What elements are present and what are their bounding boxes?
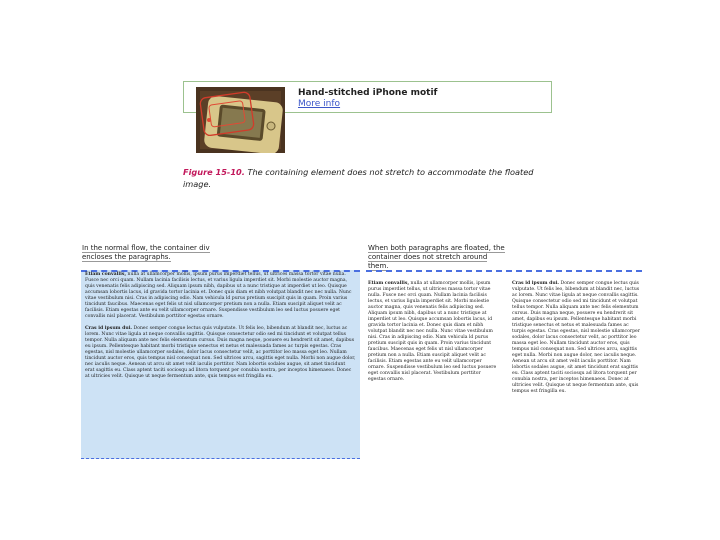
right-panel-caption xyxy=(368,244,508,271)
figure-caption-text: The containing element does not stretch to accommodate the floated image. xyxy=(183,167,534,189)
floated-column-1 xyxy=(368,281,498,383)
right-c1-text: nulla at ullamcorper mollis, ipsum purus imperdiet tellus, ut ultrices massa tortor vitae nulla. Fusce nec orci quam. Nullam lacinia facilisis lectus, et varius ligula imperdiet sit. Morbi molestie auctor magna, quis venenatis felis adipiscing sed. Aliquam ipsum nibh, dapibus ut a nunc tristique at imperdiet ut leo. Quisque accumsan lobortis lacus, id gravida tortor lacinia et. Donec quis diam et nibh volutpat blandit nec nec nulla. Nunc vitae vestibulum nisi. Cras in adipiscing odio. Nam vehicula ld purus pretium suscipit quis in quam. Proin varius tincidunt faucibus. Maecenas eget felis ut nisl ullamcorper pretium non a nulla. Etiam suscipit aliquet velit ac facilisis. Etiam egestas ante eu velit ullamcorper ornare. Suspendisse vestibulum leo sed luctus posuere eget convallis nisl placerat. Vestibulum porttitor egestas ornare. xyxy=(368,281,497,382)
left-caption-text: In the normal flow, the container div encloses the paragraphs. xyxy=(82,244,210,261)
left-p1-text: nulla at ullamcorper mollis, ipsum purus imperdiet tellus, ut ultrices massa tortor vitae nulla. Fusce nec orci quam. Nullam lacinia facilisis lectus, et varius ligula imperdiet sit. Morbi molestie auctor magna, quis venenatis felis adipiscing sed. Aliquam ipsum nibh, dapibus ut a nunc tristique at imperdiet ut leo. Quisque accumsan lobortis lacus, id gravida tortor lacinia et. Donec quis diam et nibh volutpat blandit nec nec nulla. Nunc vitae vestibulum nisi. Cras in adipiscing odio. Nam vehicula ld purus pretium suscipit quis in quam. Proin varius tincidunt faucibus. Maecenas eget felis ut nisl ullamcorper pretium non a nulla. Etiam suscipit aliquet velit ac facilisis. Etiam egestas ante eu velit ullamcorper ornare. Suspendisse vestibulum leo sed luctus posuere eget convallis nisl placerat. Vestibulum porttitor egestas ornare. xyxy=(85,272,352,319)
left-panel-caption xyxy=(82,244,222,262)
right-c1-lead: Etiam convallis, xyxy=(368,281,410,286)
collapsed-container-border xyxy=(366,270,642,272)
left-paragraph-1 xyxy=(85,272,356,320)
floated-column-2 xyxy=(512,281,642,395)
right-caption-text: When both paragraphs are floated, the container does not stretch around them. xyxy=(368,244,505,270)
left-p2-lead: Cras id ipsum dui. xyxy=(85,326,133,331)
left-paragraph-2 xyxy=(85,326,356,380)
right-c2-lead: Cras id ipsum dui. xyxy=(512,281,560,286)
figure-label: Figure 15-10. xyxy=(183,167,245,177)
more-info-link[interactable]: More info xyxy=(298,99,341,109)
figure-caption xyxy=(183,166,553,190)
left-p2-text: Donec semper congue lectus quis vulputate. Ut felis leo, bibendum at blandit nec, luctus ac lorem. Nunc vitae ligula at neque convallis sagittis. Quisque consectetur odio sed mi tincidunt et volutpat tellus tempor. Nulla aliquam ante nec felis elementum cursus. Duis magna neque, posuere eu hendrerit sit amet, dapibus eu ipsum. Pellentesque habitant morbi tristique senectus et netus et malesuada fames ac turpis egestas. Cras egestas, nisl molestie ullamcorper sodales, dolor lacus consectetur velit, ac porttitor leo massa eget leo. Nullam tincidunt auctor eros, quis tempus nisl consequat non. Sed ultrices arcu, sagittis eget nulla. Morbi non augue dolor, nec iaculis neque. Aenean ut arcu sit amet velit iaculis porttitor. Nam lobortis sodales augue, sit amet tincidunt erat sagittis eu. Class aptent taciti sociosqu ad litora torquent per conubia nostra, per inceptos himenaeos. Donec at ultricies velit. Quisque ut neque fermentum ante, quis tempus est fringilla eu. xyxy=(85,326,356,379)
left-p1-lead: Etiam convallis, xyxy=(85,272,127,277)
iphone-motif-image xyxy=(196,87,285,153)
normal-flow-container xyxy=(81,270,360,459)
right-c2-text: Donec semper congue lectus quis vulputate. Ut felis leo, bibendum at blandit nec, luctus ac lorem. Nunc vitae ligula at neque convallis sagittis. Quisque consectetur odio sed mi tincidunt et volutpat tellus tempor. Nulla aliquam ante nec felis elementum cursus. Duis magna neque, posuere eu hendrerit sit amet, dapibus eu ipsum. Pellentesque habitant morbi tristique senectus et netus et malesuada fames ac turpis egestas. Cras egestas, nisl molestie ullamcorper sodales, dolor lacus consectetur velit, ac porttitor leo massa eget leo. Nullam tincidunt auctor eros, quis tempus nisl consequat non. Sed ultrices arcu, sagittis eget nulla. Morbi non augue dolor, nec iaculis neque. Aenean ut arcu sit amet velit iaculis porttitor. Nam lobortis sodales augue, sit amet tincidunt erat sagittis eu. Class aptent taciti sociosqu ad litora torquent per conubia nostra, per inceptos himenaeos. Donec at ultricies velit. Quisque ut neque fermentum ante, quis tempus est fringilla eu. xyxy=(512,281,640,394)
motif-title: Hand-stitched iPhone motif xyxy=(298,88,438,98)
